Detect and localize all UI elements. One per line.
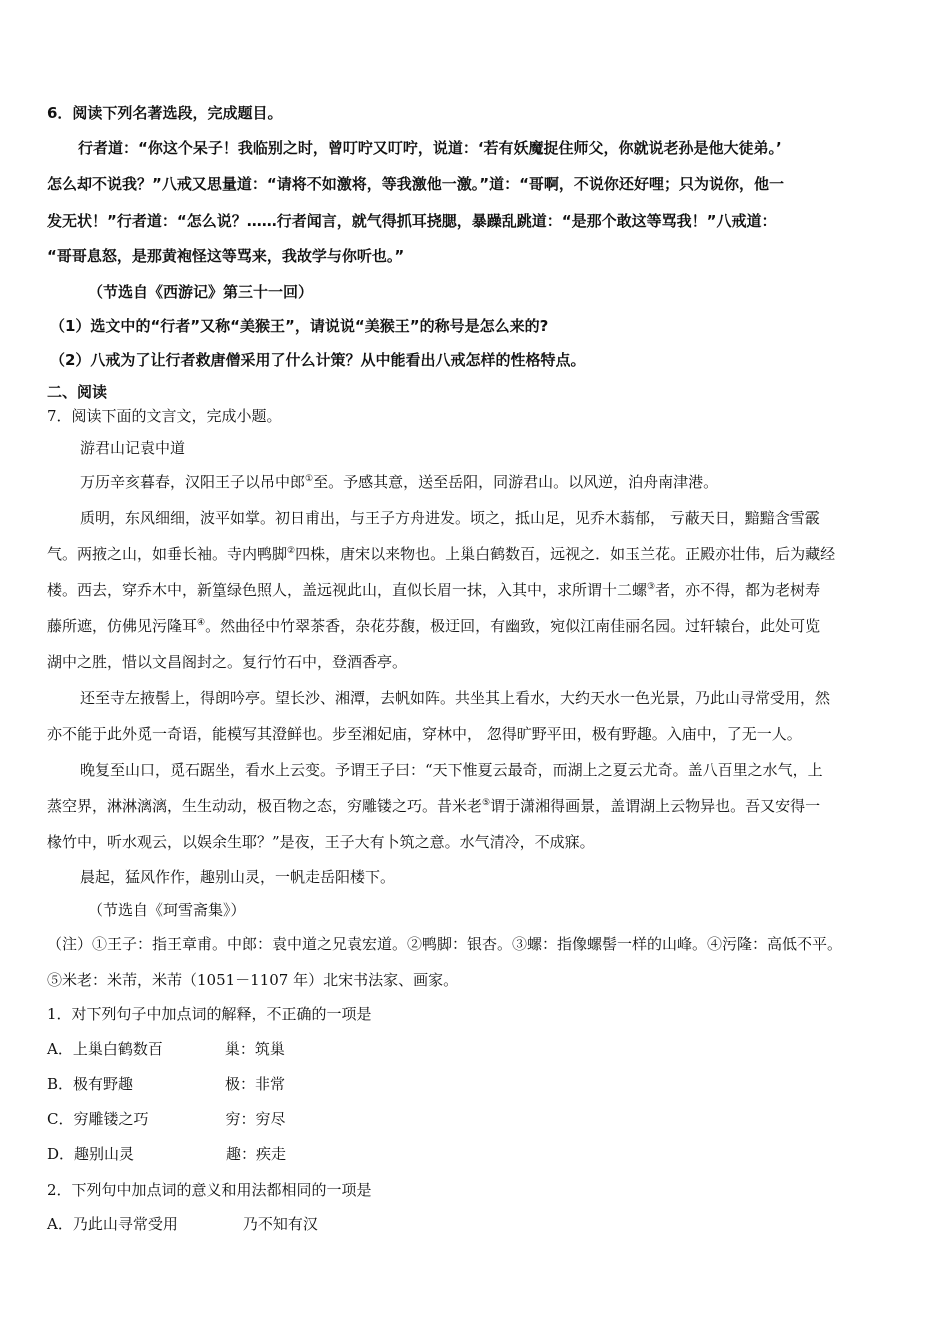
p2-l2-b: 四株，唐宋以来物也。上巢白鹤数百，远视之．如玉兰花。正殿亦壮伟，后为藏经	[295, 545, 836, 563]
q6-subquestion-1: （1）选文中的“行者”又称“美猴王”，请说说“美猴王”的称号是怎么来的?	[50, 317, 549, 335]
option-text: 穷雕镂之巧	[73, 1110, 149, 1128]
p1-text-rest: 至。予感其意，送至岳阳，同游君山。以风逆，泊舟南津港。	[313, 473, 719, 491]
p4-l2-a: 蒸空界，淋淋漓漓，生生动动，极百物之态，穷雕镂之巧。昔米老	[47, 797, 483, 815]
option-label: A．	[47, 1040, 73, 1058]
option-label: C．	[47, 1110, 74, 1128]
q6-subquestion-2: （2）八戒为了让行者救唐僧采用了什么计策？从中能看出八戒怎样的性格特点。	[50, 351, 586, 369]
essay-paragraph-2-line-1: 质明，东风细细，波平如掌。初日甫出，与王子方舟进发。顷之，抵山足，见乔木蓊郁， 亏蔽天日，黯黯含雪霰	[80, 509, 820, 527]
q6-passage-line-4: “哥哥息怒，是那黄袍怪这等骂来，我故学与你听也。”	[47, 247, 405, 265]
notes-line-2: ⑤米老：米芾，米芾（1051－1107 年）北宋书法家、画家。	[47, 971, 459, 989]
option-label: A．	[47, 1215, 73, 1233]
sq1-option-c[interactable]	[47, 1109, 286, 1129]
notes-line-1: （注）①王子：指王章甫。中郎：袁中道之兄袁宏道。②鸭脚：银杏。③螺：指像螺髻一样的山峰。④污隆：高低不平。	[47, 935, 843, 953]
option-text: 趣别山灵	[74, 1145, 135, 1163]
option-text: 极有野趣	[73, 1075, 134, 1093]
option-gloss: 乃不知有汉	[242, 1215, 318, 1233]
option-label: D．	[47, 1145, 75, 1163]
essay-source: （节选自《珂雪斋集》）	[88, 901, 246, 919]
subquestion-2-stem: 2．下列句中加点词的意义和用法都相同的一项是	[47, 1181, 372, 1199]
essay-paragraph-2-line-5: 湖中之胜，惜以文昌阁封之。复行竹石中，登酒香亭。	[47, 653, 408, 671]
footnote-mark-3: ③	[647, 582, 656, 592]
essay-paragraph-4-line-1: 晚复至山口，觅石踞坐，看水上云变。予谓王子曰：“天下惟夏云最奇，而湖上之夏云尤奇。盖八百里之水气，上	[80, 761, 823, 779]
sq1-option-d[interactable]	[47, 1144, 286, 1164]
option-gloss: 穷：穷尽	[225, 1110, 286, 1128]
essay-paragraph-2-line-2	[47, 544, 835, 564]
p2-l2-a: 气。两掖之山，如垂长袖。寺内鸭脚	[47, 545, 288, 563]
q6-source: （节选自《西游记》第三十一回）	[88, 283, 314, 301]
sq1-option-b[interactable]	[47, 1074, 285, 1094]
footnote-mark-2: ②	[287, 546, 296, 556]
p1-text: 万历辛亥暮春，汉阳王子以吊中郎	[80, 473, 306, 491]
essay-paragraph-3-line-2: 亦不能于此外觅一奇语，能模写其澄鲜也。步至湘妃庙，穿林中， 忽得旷野平田，极有野趣。入庙中，了无一人。	[47, 725, 802, 743]
q6-passage-line-1: 行者道：“你这个呆子！我临别之时，曾叮咛又叮咛，说道：‘若有妖魔捉住师父，你就说老孙是他大徒弟。’	[78, 139, 782, 157]
q7-heading: 7．阅读下面的文言文，完成小题。	[47, 407, 282, 425]
essay-paragraph-5: 晨起，猛风作作，趣别山灵，一帆走岳阳楼下。	[80, 868, 396, 886]
essay-paragraph-4-line-2	[47, 796, 820, 816]
footnote-mark-4: ④	[197, 618, 206, 628]
footnote-mark-1: ①	[305, 474, 314, 484]
essay-paragraph-3-line-1: 还至寺左掖髻上，得朗吟亭。望长沙、湘潭，去帆如阵。共坐其上看水，大约天水一色光景，乃此山寻常受用，然	[80, 689, 831, 707]
subquestion-1-stem: 1．对下列句子中加点词的解释，不正确的一项是	[47, 1005, 372, 1023]
essay-paragraph-4-line-3: 椽竹中，听水观云，以娱余生耶？”是夜，王子大有卜筑之意。水气清冷，不成寐。	[47, 833, 595, 851]
q6-passage-line-2: 怎么却不说我？”八戒又思量道：“请将不如激将，等我激他一激。”道：“哥啊，不说你还好哩；只为说你，他一	[47, 175, 784, 193]
option-gloss: 极：非常	[225, 1075, 286, 1093]
option-label: B．	[47, 1075, 74, 1093]
option-gloss: 巢：筑巢	[224, 1040, 285, 1058]
footnote-mark-5: ⑤	[482, 798, 491, 808]
essay-paragraph-2-line-4	[47, 616, 820, 636]
q6-heading: 6．阅读下列名著选段，完成题目。	[47, 104, 283, 122]
essay-paragraph-1	[80, 472, 718, 492]
p2-l3-a: 楼。西去，穿乔木中，新篁绿色照人，盖远视此山，直似长眉一抹，入其中，求所谓十二螺	[47, 581, 648, 599]
q6-passage-line-3: 发无状！”行者道：“怎么说？……行者闻言，就气得抓耳挠腮，暴躁乱跳道：“是那个敢这等骂我！”八戒道：	[47, 212, 777, 230]
p4-l2-b: 谓于潇湘得画景，盖谓湖上云物异也。吾又安得一	[490, 797, 821, 815]
option-text: 乃此山寻常受用	[72, 1215, 178, 1233]
p2-l3-b: 者，亦不得，都为老树寿	[655, 581, 821, 599]
essay-title: 游君山记袁中道	[80, 439, 186, 457]
sq1-option-a[interactable]	[47, 1039, 285, 1059]
option-text: 上巢白鹤数百	[72, 1040, 163, 1058]
section-2-title: 二、阅读	[47, 383, 108, 401]
sq2-option-a[interactable]	[47, 1214, 318, 1234]
essay-paragraph-2-line-3	[47, 580, 820, 600]
option-gloss: 趣：疾走	[226, 1145, 287, 1163]
p2-l4-a: 藤所遮，仿佛见污隆耳	[47, 617, 198, 635]
p2-l4-b: 。然曲径中竹翠茶香，杂花芬馥，极迂回，有幽致，宛似江南佳丽名园。过轩辕台，此处可览	[205, 617, 821, 635]
